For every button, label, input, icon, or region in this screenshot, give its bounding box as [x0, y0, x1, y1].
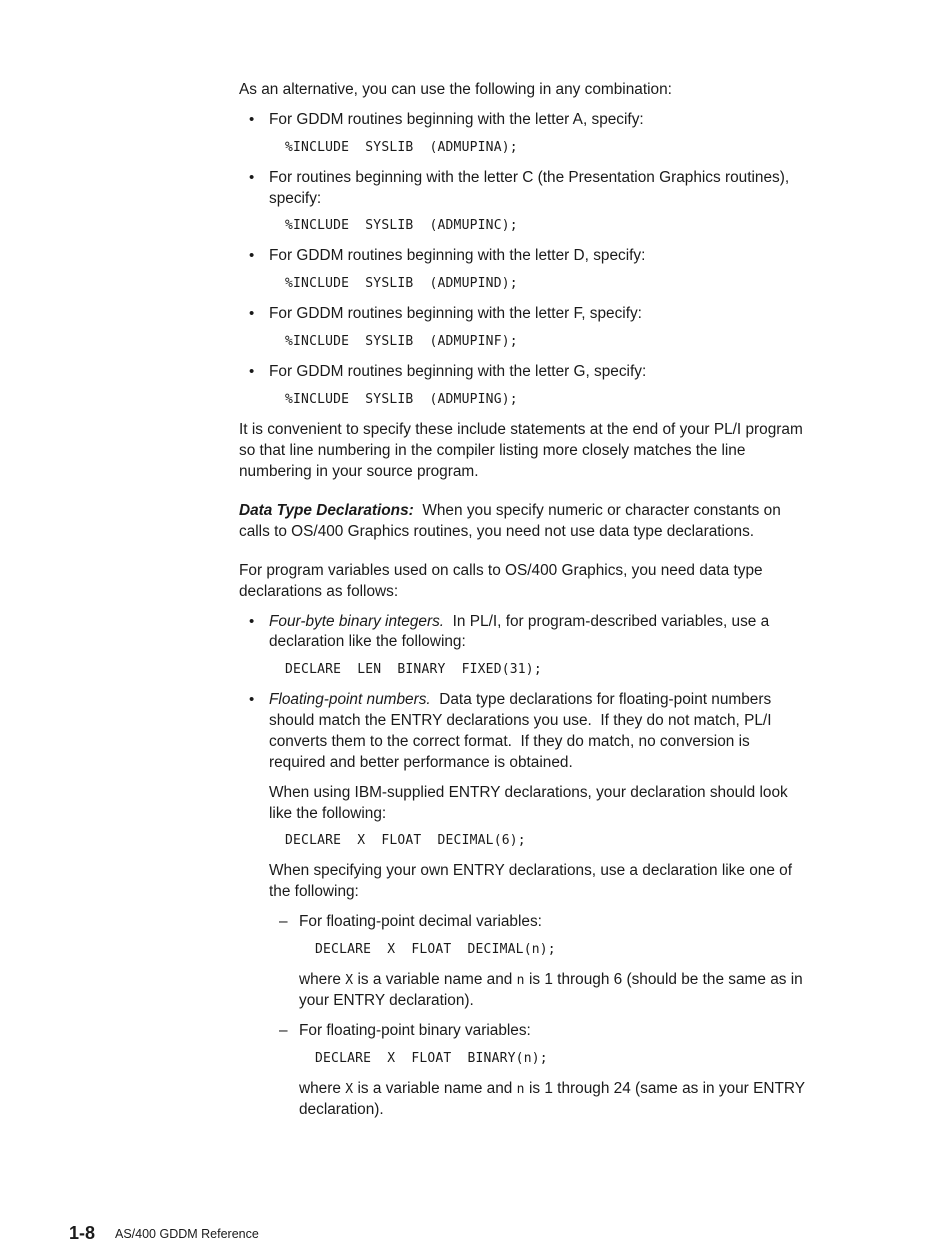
- variable-x: X: [345, 1082, 354, 1097]
- bullet-icon: •: [249, 363, 255, 380]
- variable-n: n: [516, 973, 525, 988]
- where-text: is a variable name and: [353, 1080, 517, 1097]
- program-vars-line: declarations as follows:: [239, 583, 399, 600]
- bullet-icon: •: [249, 305, 255, 322]
- four-byte-line: [269, 611, 769, 632]
- binary-where-line: [299, 1078, 805, 1100]
- where-text: is 1 through 6 (should be the same as in: [524, 971, 803, 988]
- bullet-icon: •: [249, 111, 255, 128]
- decimal-where-line: [299, 969, 803, 991]
- variable-x: X: [345, 973, 354, 988]
- bullet-icon: •: [249, 247, 255, 264]
- floating-text-line: should match the ENTRY declarations you use. If they do not match, PL/I: [269, 712, 772, 729]
- convenient-paragraph-line: numbering in your source program.: [239, 463, 479, 480]
- binary-where-line-2: declaration).: [299, 1101, 384, 1118]
- section-heading: Data Type Declarations:: [239, 502, 414, 519]
- floating-term: Floating-point numbers.: [269, 691, 431, 708]
- dash-icon: –: [279, 1022, 288, 1039]
- floating-text-line: converts them to the correct format. If they do match, no conversion is: [269, 733, 750, 750]
- include-item-a-text: For GDDM routines beginning with the letter A, specify:: [269, 111, 644, 128]
- where-text: where: [299, 971, 346, 988]
- include-item-a-code: %INCLUDE SYSLIB (ADMUPINA);: [285, 140, 518, 155]
- four-byte-text-2: declaration like the following:: [269, 633, 466, 650]
- ibm-supplied-line: When using IBM-supplied ENTRY declarations, your declaration should look: [269, 784, 788, 801]
- intro-text: As an alternative, you can use the following in any combination:: [239, 81, 672, 98]
- include-item-g-text: For GDDM routines beginning with the letter G, specify:: [269, 363, 647, 380]
- floating-line: [269, 689, 771, 710]
- ibm-supplied-code: DECLARE X FLOAT DECIMAL(6);: [285, 833, 526, 848]
- bullet-icon: •: [249, 691, 255, 708]
- ibm-supplied-line: like the following:: [269, 805, 387, 822]
- decimal-text: For floating-point decimal variables:: [299, 913, 542, 930]
- page-number: 1-8: [69, 1223, 96, 1243]
- include-item-c-text: For routines beginning with the letter C (the Presentation Graphics routines),: [269, 169, 790, 186]
- where-text: is 1 through 24 (same as in your ENTRY: [524, 1080, 805, 1097]
- include-item-d-text: For GDDM routines beginning with the letter D, specify:: [269, 247, 646, 264]
- bullet-icon: •: [249, 169, 255, 186]
- four-byte-term: Four-byte binary integers.: [269, 613, 445, 630]
- include-item-f-code: %INCLUDE SYSLIB (ADMUPINF);: [285, 334, 518, 349]
- own-entry-line: When specifying your own ENTRY declarations, use a declaration like one of: [269, 862, 792, 879]
- bullet-icon: •: [249, 613, 255, 630]
- dtd-line2-text: calls to OS/400 Graphics routines, you need not use data type declarations.: [239, 523, 755, 540]
- data-type-declarations-line: [239, 500, 781, 521]
- four-byte-code: DECLARE LEN BINARY FIXED(31);: [285, 662, 542, 677]
- decimal-where-line-2: your ENTRY declaration).: [299, 992, 474, 1009]
- where-text: where: [299, 1080, 346, 1097]
- include-item-c-code: %INCLUDE SYSLIB (ADMUPINC);: [285, 218, 518, 233]
- floating-text: Data type declarations for floating-point numbers: [439, 691, 772, 708]
- decimal-code: DECLARE X FLOAT DECIMAL(n);: [315, 942, 556, 957]
- dtd-line1-text: When you specify numeric or character constants on: [422, 502, 781, 519]
- include-item-d-code: %INCLUDE SYSLIB (ADMUPIND);: [285, 276, 518, 291]
- where-text: is a variable name and: [353, 971, 517, 988]
- include-item-g-code: %INCLUDE SYSLIB (ADMUPING);: [285, 392, 518, 407]
- footer-title: AS/400 GDDM Reference: [115, 1227, 259, 1241]
- binary-text: For floating-point binary variables:: [299, 1022, 531, 1039]
- own-entry-line: the following:: [269, 883, 359, 900]
- convenient-paragraph-line: so that line numbering in the compiler listing more closely matches the line: [239, 442, 746, 459]
- program-vars-line: For program variables used on calls to OS/400 Graphics, you need data type: [239, 562, 763, 579]
- variable-n: n: [516, 1082, 525, 1097]
- floating-text-line: required and better performance is obtained.: [269, 754, 573, 771]
- dash-icon: –: [279, 913, 288, 930]
- include-item-c-text-2: specify:: [269, 190, 322, 207]
- binary-code: DECLARE X FLOAT BINARY(n);: [315, 1051, 548, 1066]
- convenient-paragraph-line: It is convenient to specify these include statements at the end of your PL/I program: [239, 421, 803, 438]
- include-item-f-text: For GDDM routines beginning with the letter F, specify:: [269, 305, 642, 322]
- four-byte-text: In PL/I, for program-described variables, use a: [452, 613, 770, 630]
